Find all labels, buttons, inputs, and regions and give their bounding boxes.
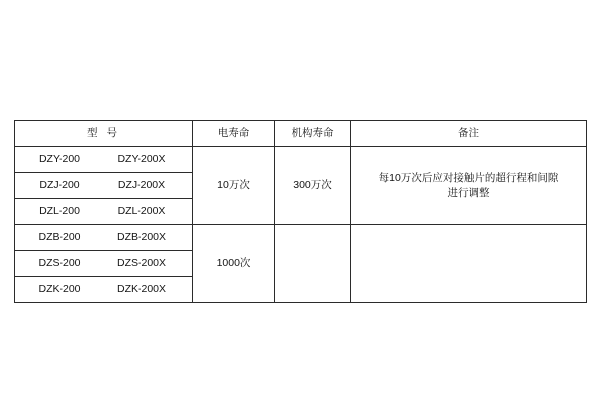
table-row	[15, 147, 587, 173]
model-code-variant: DZY-200X	[117, 153, 166, 166]
table-row	[15, 225, 587, 251]
cell-mechanical-life: 300万次	[275, 147, 351, 225]
column-header-model: 型 号	[15, 121, 193, 147]
model-code-variant: DZS-200X	[116, 257, 167, 270]
cell-model	[15, 199, 193, 225]
remark-line-2: 进行调整	[447, 186, 490, 199]
cell-remark	[351, 147, 587, 225]
model-code-variant: DZJ-200X	[117, 179, 166, 192]
cell-model	[15, 277, 193, 303]
model-code-variant: DZB-200X	[116, 231, 167, 244]
model-code-primary: DZL-200	[39, 205, 80, 218]
model-code-primary: DZS-200	[38, 257, 81, 270]
model-code-primary: DZB-200	[38, 231, 81, 244]
cell-model	[15, 225, 193, 251]
remark-line-1: 每10万次后应对接触片的超行程和间隙	[378, 172, 559, 185]
cell-mechanical-life-empty	[275, 225, 351, 303]
cell-electrical-life-group-1: 10万次	[193, 147, 275, 225]
column-header-mechanical-life: 机构寿命	[275, 121, 351, 147]
table-header-row	[15, 121, 587, 147]
column-header-remark: 备注	[351, 121, 587, 147]
model-code-variant: DZL-200X	[117, 205, 166, 218]
specification-table	[14, 120, 587, 303]
cell-model	[15, 147, 193, 173]
cell-remark-empty	[351, 225, 587, 303]
model-code-variant: DZK-200X	[116, 283, 167, 296]
model-code-primary: DZJ-200	[39, 179, 80, 192]
model-code-primary: DZK-200	[38, 283, 81, 296]
column-header-electrical-life: 电寿命	[193, 121, 275, 147]
cell-electrical-life-group-2: 1000次	[193, 225, 275, 303]
cell-model	[15, 173, 193, 199]
cell-model	[15, 251, 193, 277]
model-code-primary: DZY-200	[38, 153, 81, 166]
